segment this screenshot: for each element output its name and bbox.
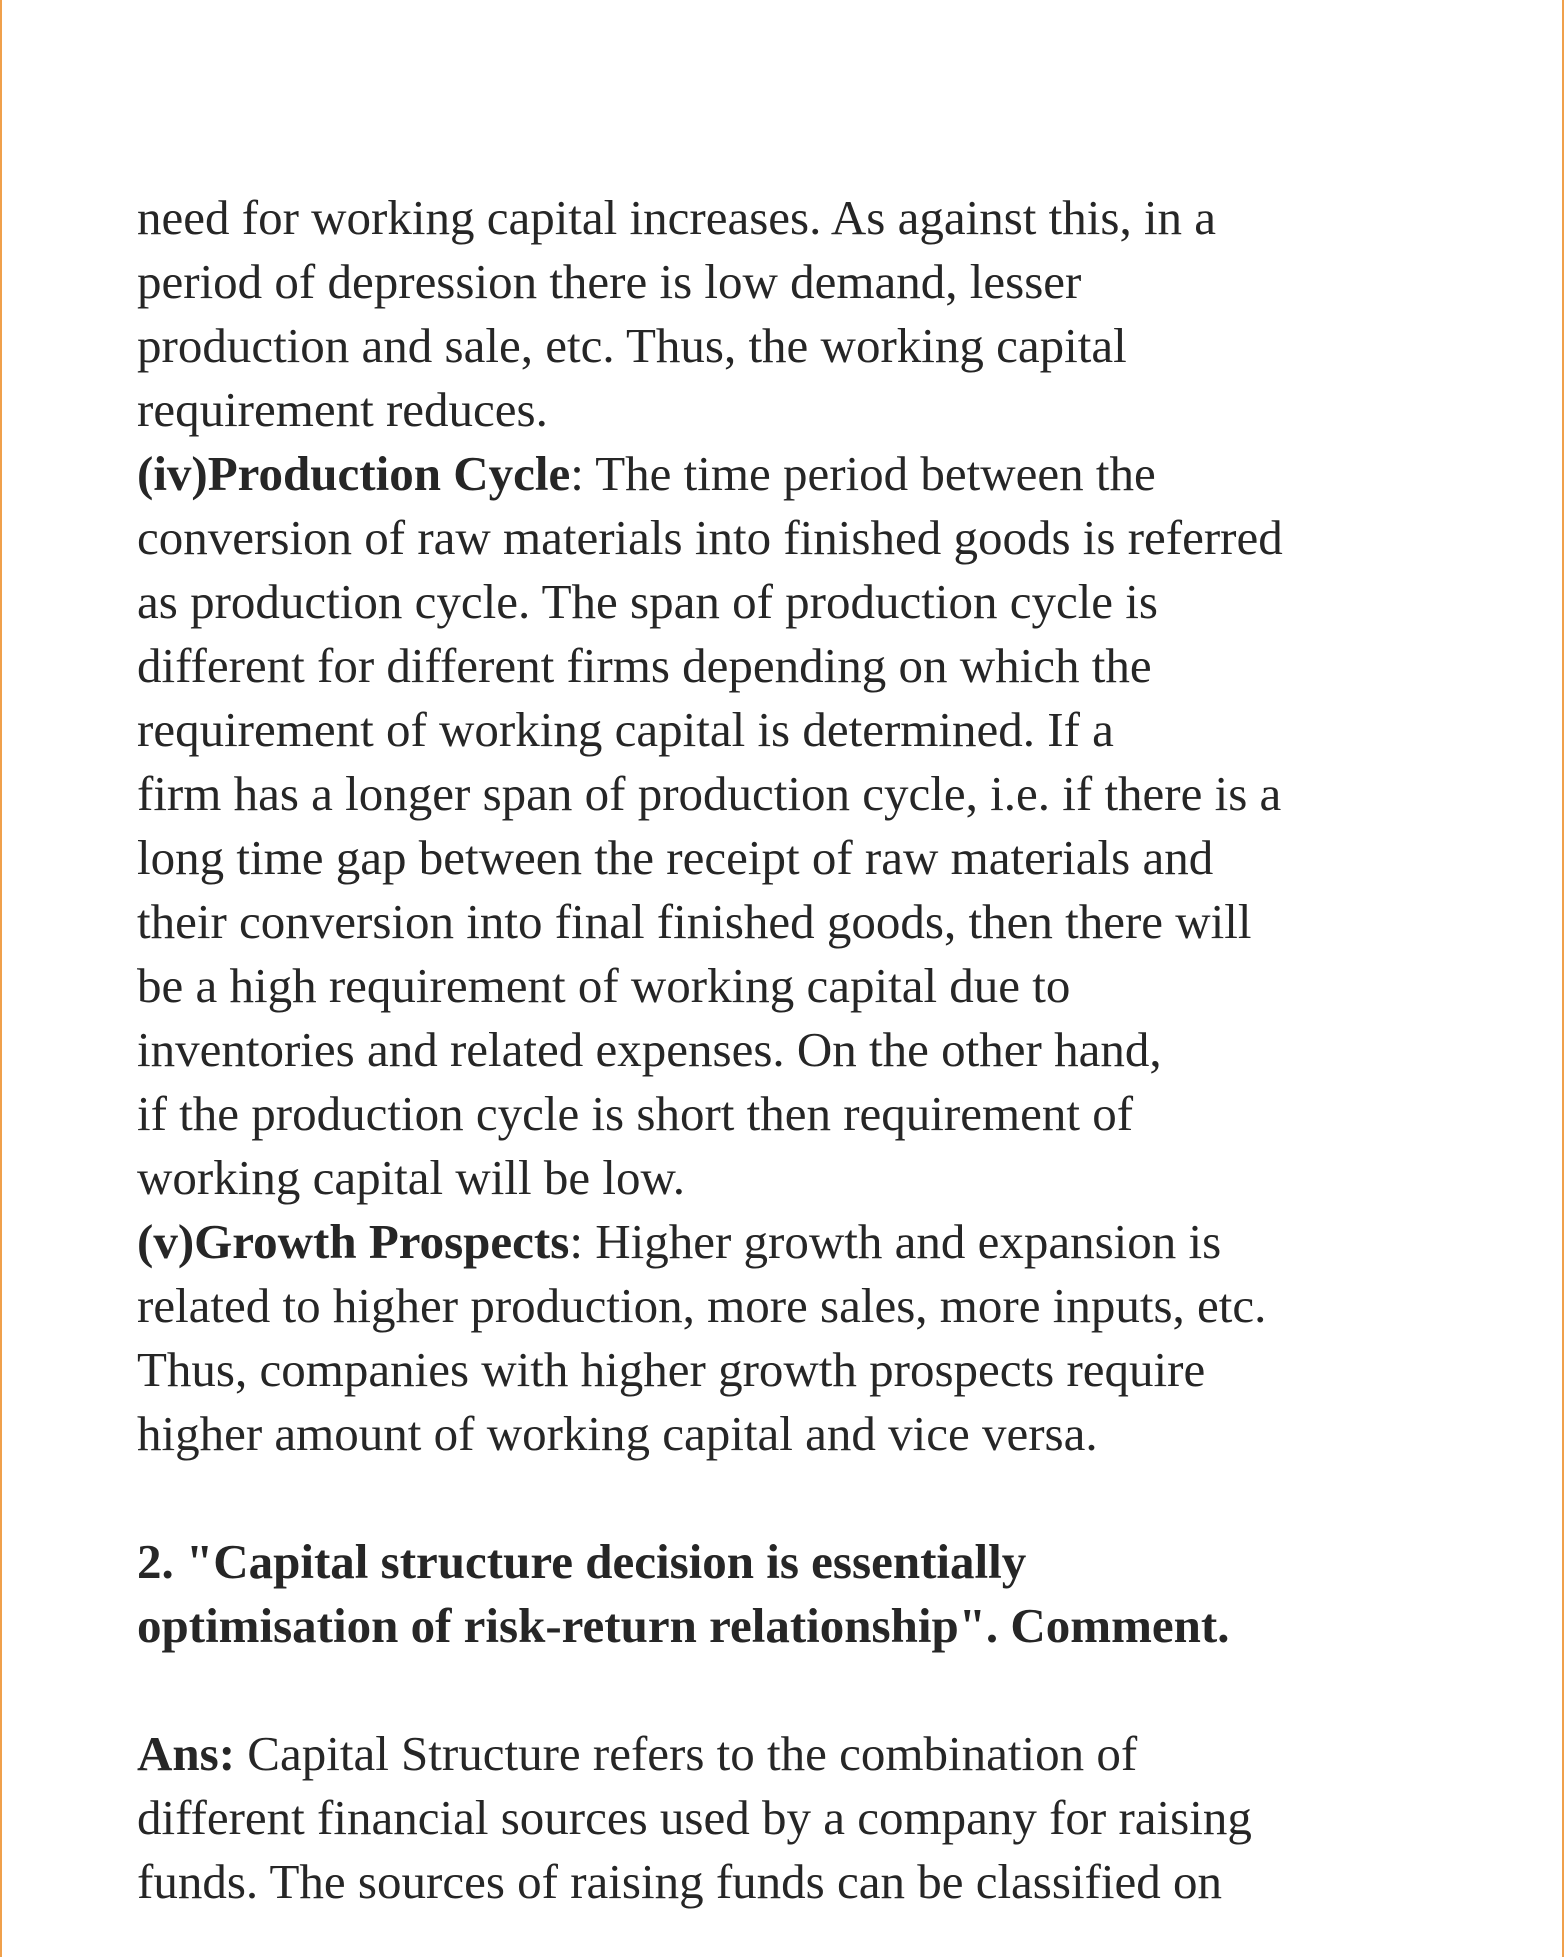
text-line: period of depression there is low demand, lesser — [137, 254, 1082, 309]
text-line: different for different firms depending on which the — [137, 638, 1152, 693]
text-line: higher amount of working capital and vice versa. — [137, 1406, 1098, 1461]
question-line — [137, 1530, 1557, 1594]
question-text: optimisation of risk-return relationship". Comment. — [137, 1598, 1230, 1653]
text-span: Capital Structure refers to the combination of — [235, 1726, 1138, 1781]
answer-first-line — [137, 1722, 1557, 1786]
question-text: 2. "Capital structure decision is essentially — [137, 1534, 1027, 1589]
text-span: : Higher growth and expansion is — [569, 1214, 1222, 1269]
text-line: inventories and related expenses. On the other hand, — [137, 1022, 1162, 1077]
spacer — [137, 1466, 1557, 1530]
text-line: requirement of working capital is determined. If a — [137, 702, 1114, 757]
text-line: production and sale, etc. Thus, the working capital — [137, 318, 1127, 373]
production-cycle-heading-line — [137, 442, 1557, 506]
growth-prospects-heading: (v)Growth Prospects — [137, 1214, 570, 1269]
text-line: be a high requirement of working capital due to — [137, 958, 1071, 1013]
text-line: conversion of raw materials into finished goods is referred — [137, 510, 1283, 565]
text-line: Thus, companies with higher growth prospects require — [137, 1342, 1206, 1397]
text-line: different financial sources used by a company for raising — [137, 1790, 1252, 1845]
spacer — [137, 1658, 1557, 1722]
text-line: their conversion into final finished goods, then there will — [137, 894, 1252, 949]
text-line: related to higher production, more sales, more inputs, etc. — [137, 1278, 1267, 1333]
production-cycle-heading: (iv)Production Cycle — [137, 446, 571, 501]
text-line: as production cycle. The span of production cycle is — [137, 574, 1158, 629]
text-line: firm has a longer span of production cycle, i.e. if there is a — [137, 766, 1282, 821]
growth-prospects-heading-line — [137, 1210, 1557, 1274]
text-line: long time gap between the receipt of raw materials and — [137, 830, 1214, 885]
question-line — [137, 1594, 1557, 1658]
text-line: working capital will be low. — [137, 1150, 685, 1205]
document-body — [137, 186, 1557, 1914]
text-line: if the production cycle is short then requirement of — [137, 1086, 1134, 1141]
text-line: funds. The sources of raising funds can be classified on — [137, 1854, 1222, 1909]
text-line: need for working capital increases. As against this, in a — [137, 190, 1217, 245]
text-span: : The time period between the — [570, 446, 1156, 501]
text-line: requirement reduces. — [137, 382, 548, 437]
answer-label: Ans: — [137, 1726, 236, 1781]
